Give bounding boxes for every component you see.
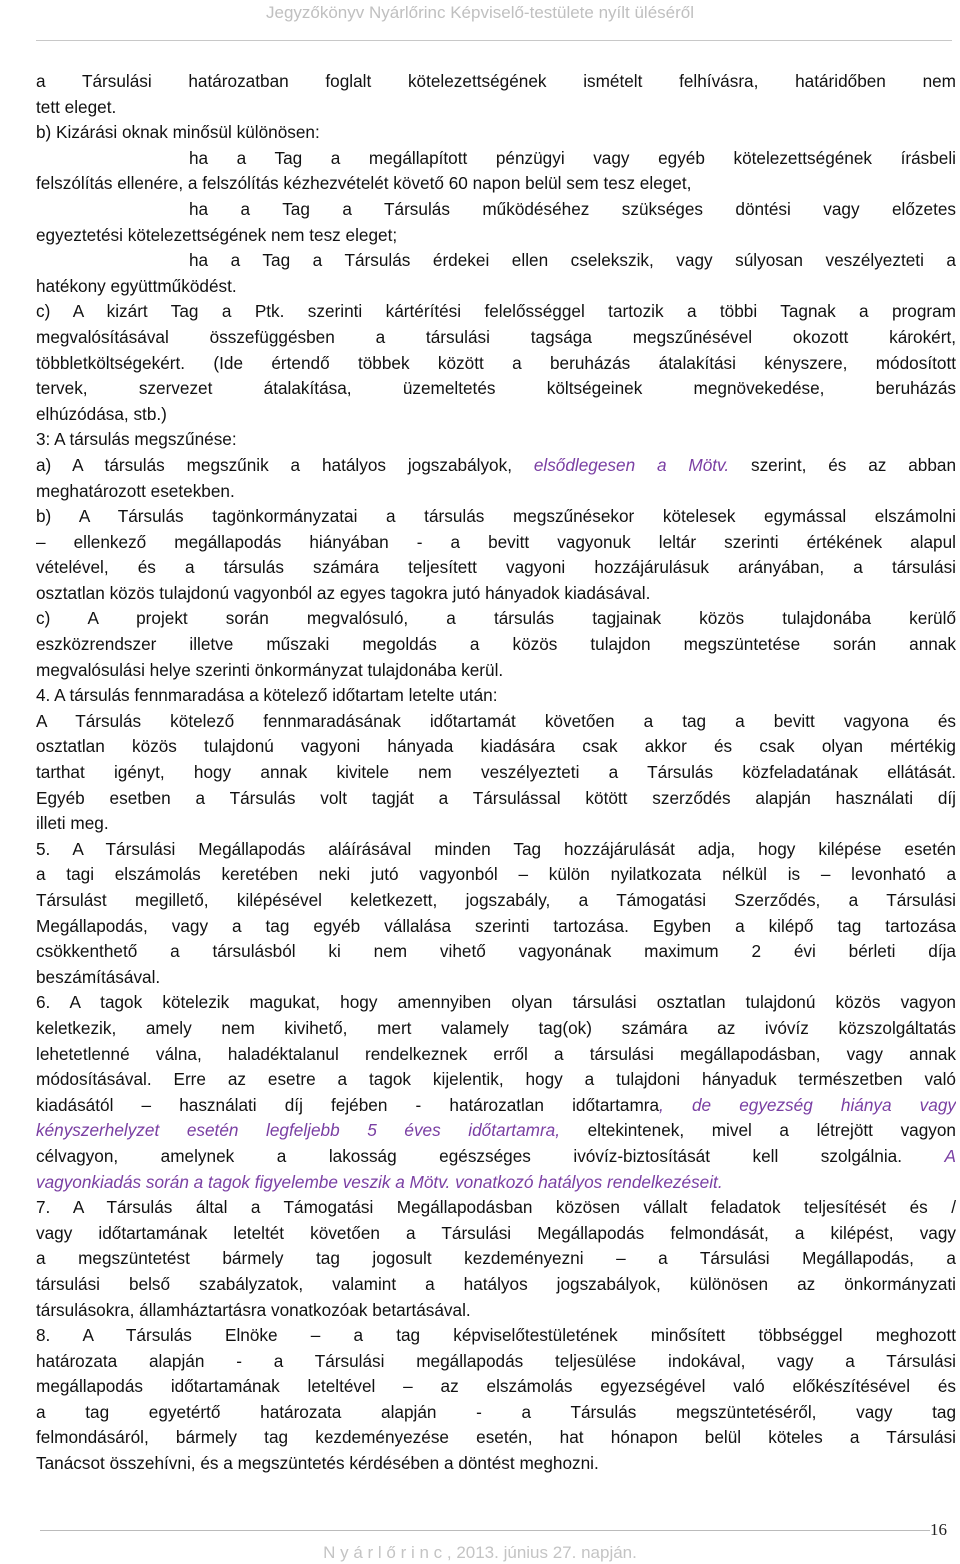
line-text: megvalósulási helye szerinti önkormányzat tulajdonába kerül.	[36, 659, 504, 680]
text-line	[36, 862, 956, 888]
line-text: Tanácsot összehívni, és a megszüntetés kérdésében a döntést meghozni.	[36, 1453, 599, 1474]
line-text: elhúzódása, stb.)	[36, 403, 167, 424]
text-line	[36, 1451, 956, 1477]
text-line	[36, 1374, 956, 1400]
line-text: szerint, és az abban	[729, 454, 956, 475]
text-line	[36, 786, 956, 812]
line-text: felmondásáról, bármely tag kezdeményezése esetén, hat hónapon belül köteles a Társulási	[36, 1427, 956, 1448]
text-line	[36, 274, 956, 300]
line-text: vagy időtartamának leteltét követően a Társulási Megállapodás felmondását, a kilépést, vagy	[36, 1222, 956, 1243]
line-text: a tagi elszámolás keretében neki jutó vagyonból – külön nyilatkozata nélkül is – levonható a	[36, 864, 956, 885]
text-line	[36, 1093, 956, 1119]
line-text: csökkenthető a társulásból ki nem vihető vagyonának maximum 2 évi bérleti díja	[36, 941, 956, 962]
text-line	[36, 658, 956, 684]
text-line	[36, 1272, 956, 1298]
text-line	[36, 965, 956, 991]
text-line	[36, 1170, 956, 1196]
text-line	[36, 632, 956, 658]
text-line	[36, 197, 956, 223]
line-text: tarthat igényt, hogy annak kivitele nem veszélyezteti a Társulás közfeladatának ellátását.	[36, 762, 956, 783]
text-line	[36, 760, 956, 786]
line-text: Társulást megillető, kilépésével keletkezett, jogszabály, a Támogatási Szerződés, a Társulási	[36, 890, 956, 910]
text-line	[36, 811, 956, 837]
line-text: többletköltségekért. (Ide értendő többek között a beruházás átalakítási kényszere, módosított	[36, 352, 956, 373]
line-text: tett eleget.	[36, 96, 117, 117]
text-line	[36, 990, 956, 1016]
line-text: határozata alapján - a Társulási megállapodás teljesülése indokával, vagy a Társulási	[36, 1350, 956, 1371]
text-line	[36, 120, 956, 146]
line-text: A Társulás kötelező fennmaradásának időtartamát követően a tag a bevitt vagyona és	[36, 710, 956, 731]
text-line	[36, 1323, 956, 1349]
line-text: hatékony együttműködést.	[36, 275, 237, 296]
text-line	[36, 1118, 956, 1144]
text-line	[36, 837, 956, 863]
text-line	[36, 504, 956, 530]
line-text: ha a Tag a megállapított pénzügyi vagy egyéb kötelezettségének írásbeli	[189, 147, 956, 168]
text-line	[36, 709, 956, 735]
text-line	[36, 69, 956, 95]
text-line	[36, 1016, 956, 1042]
highlighted-text: , de egyezség hiánya vagy	[659, 1094, 956, 1115]
text-line	[36, 325, 956, 351]
text-line	[36, 427, 956, 453]
text-line	[36, 146, 956, 172]
text-line	[36, 351, 956, 377]
highlighted-text: elsődlegesen a Mötv.	[533, 454, 730, 475]
line-text: a tag egyetértő határozata alapján - a Társulás megszüntetéséről, vagy tag	[36, 1401, 956, 1422]
line-text: c) A projekt során megvalósuló, a társulás tagjainak közös tulajdonába kerülő	[36, 608, 956, 629]
line-text: keletkezik, amely nem kivihető, mert valamely tag(ok) számára az ivóvíz közszolgáltatás	[36, 1017, 956, 1038]
line-text: b) A Társulás tagönkormányzatai a társulás megszűnésekor kötelesek egymással elszámolni	[36, 506, 956, 527]
line-text: 7. A Társulás által a Támogatási Megállapodásban közösen vállalt feladatok teljesítését és /	[36, 1197, 956, 1218]
line-text: ha a Tag a Társulás működéséhez szükséges döntési vagy előzetes	[189, 198, 956, 219]
line-text: 6. A tagok kötelezik magukat, hogy amennyiben olyan társulási osztatlan tulajdonú közös vagyon	[36, 992, 956, 1013]
line-text: kiadásától – használati díj fejében - határozatlan időtartamra	[36, 1094, 660, 1115]
line-text: – ellenkező megállapodás hiányában - a bevitt vagyonuk leltár szerinti értékének alapul	[36, 531, 956, 552]
line-text: tervek, szervezet átalakítása, üzemeltetés költségeinek megnövekedése, beruházás	[36, 378, 956, 399]
line-text: Megállapodás, vagy a tag egyéb vállalása szerinti tartozása. Egyben a kilépő tag tartozása	[36, 915, 956, 936]
line-text: meghatározott esetekben.	[36, 480, 235, 501]
line-text: eltekintenek, mivel a létrejött vagyon	[560, 1120, 956, 1141]
highlighted-text: vagyonkiadás során a tagok figyelembe veszik a Mötv. vonatkozó hatályos rendelkezéseit.	[36, 1171, 723, 1192]
text-line	[36, 1298, 956, 1324]
line-text: c) A kizárt Tag a Ptk. szerinti kártérítési felelősséggel tartozik a többi Tagnak a program	[36, 301, 956, 322]
text-line	[36, 914, 956, 940]
line-text: 4. A társulás fennmaradása a kötelező időtartam letelte után:	[36, 685, 498, 706]
text-line	[36, 171, 956, 197]
line-text: 3: A társulás megszűnése:	[36, 429, 237, 450]
header-rule	[36, 40, 952, 41]
text-line	[36, 734, 956, 760]
text-line	[36, 1400, 956, 1426]
line-text: társulási belső szabályzatok, valamint a hatályos jogszabályok, különösen az önkormányzati	[36, 1273, 956, 1294]
footer-rule	[40, 1530, 930, 1531]
text-line	[36, 1067, 956, 1093]
highlighted-text: kényszerhelyzet esetén legfeljebb 5 éves időtartamra,	[36, 1120, 561, 1141]
line-text: megvalósításával összefüggésben a társulási tagsága megszűnésével okozott károkért,	[36, 326, 956, 347]
text-line	[36, 376, 956, 402]
line-text: eszközrendszer illetve műszaki megoldás a közös tulajdon megszüntetése során annak	[36, 634, 956, 655]
line-text: vételével, és a társulás számára teljesített vagyoni hozzájárulásuk arányában, a társulási	[36, 557, 956, 578]
header-title: Jegyzőkönyv Nyárlőrinc Képviselő-testülete nyílt üléséről	[265, 3, 695, 22]
line-text: ha a Tag a Társulás érdekei ellen cselekszik, vagy súlyosan veszélyezteti a	[189, 250, 956, 271]
line-text: osztatlan közös tulajdonú vagyoni hányada kiadására csak akkor és csak olyan mértékig	[36, 736, 956, 757]
text-line	[36, 939, 956, 965]
line-text: illeti meg.	[36, 813, 109, 834]
line-text: célvagyon, amelynek a lakosság egészséges ivóvíz-biztosítását kell szolgálnia.	[36, 1145, 945, 1166]
line-text: beszámításával.	[36, 966, 161, 987]
text-line	[36, 248, 956, 274]
text-line	[36, 299, 956, 325]
text-line	[36, 223, 956, 249]
line-text: megállapodás időtartamának leteltével – az elszámolás egyezségével való előkészítésével és	[36, 1376, 956, 1397]
text-line	[36, 1144, 956, 1170]
text-line	[36, 1246, 956, 1272]
line-text: 8. A Társulás Elnöke – a tag képviselőtestületének minősített többséggel meghozott	[36, 1325, 956, 1346]
line-text: a) A társulás megszűnik a hatályos jogszabályok,	[36, 454, 534, 475]
page-header	[0, 0, 960, 28]
line-text: Egyéb esetben a Társulás volt tagját a Társulással kötött szerződés alapján használati díj	[36, 787, 956, 808]
line-text: 5. A Társulási Megállapodás aláírásával minden Tag hozzájárulását adja, hogy kilépése esetén	[36, 838, 956, 859]
document-body	[36, 69, 956, 1477]
text-line	[36, 402, 956, 428]
text-line	[36, 1425, 956, 1451]
text-line	[36, 453, 956, 479]
text-line	[36, 95, 956, 121]
text-line	[36, 530, 956, 556]
line-text: a Társulási határozatban foglalt kötelezettségének ismételt felhívásra, határidőben nem	[36, 71, 956, 91]
text-line	[36, 606, 956, 632]
text-line	[36, 1221, 956, 1247]
line-text: osztatlan közös tulajdonú vagyonból az egyes tagokra jutó hányadok kiadásával.	[36, 582, 651, 603]
line-text: felszólítás ellenére, a felszólítás kézhezvételét követő 60 napon belül sem tesz eleget,	[36, 173, 692, 194]
footer-text: N y á r l ő r i n c , 2013. június 27. napján.	[323, 1543, 637, 1562]
text-line	[36, 683, 956, 709]
text-line	[36, 555, 956, 581]
text-line	[36, 1042, 956, 1068]
text-line	[36, 1349, 956, 1375]
text-line	[36, 479, 956, 505]
line-text: lehetetlenné válna, haladéktalanul rendelkeznek erről a társulási megállapodásban, vagy annak	[36, 1043, 956, 1064]
line-text: társulásokra, államháztartásra vonatkozóak betartásával.	[36, 1299, 471, 1320]
text-line	[36, 581, 956, 607]
line-text: módosításával. Erre az esetre a tagok kijelentik, hogy a tulajdoni hányaduk természetben való	[36, 1069, 956, 1090]
text-line	[36, 1195, 956, 1221]
line-text: a megszüntetést bármely tag jogosult kezdeményezni – a Társulási Megállapodás, a	[36, 1248, 956, 1269]
line-text: b) Kizárási oknak minősül különösen:	[36, 122, 320, 143]
line-text: egyeztetési kötelezettségének nem tesz eleget;	[36, 224, 398, 245]
highlighted-text: A	[944, 1145, 956, 1166]
page-number: 16	[930, 1520, 947, 1539]
text-line	[36, 888, 956, 914]
